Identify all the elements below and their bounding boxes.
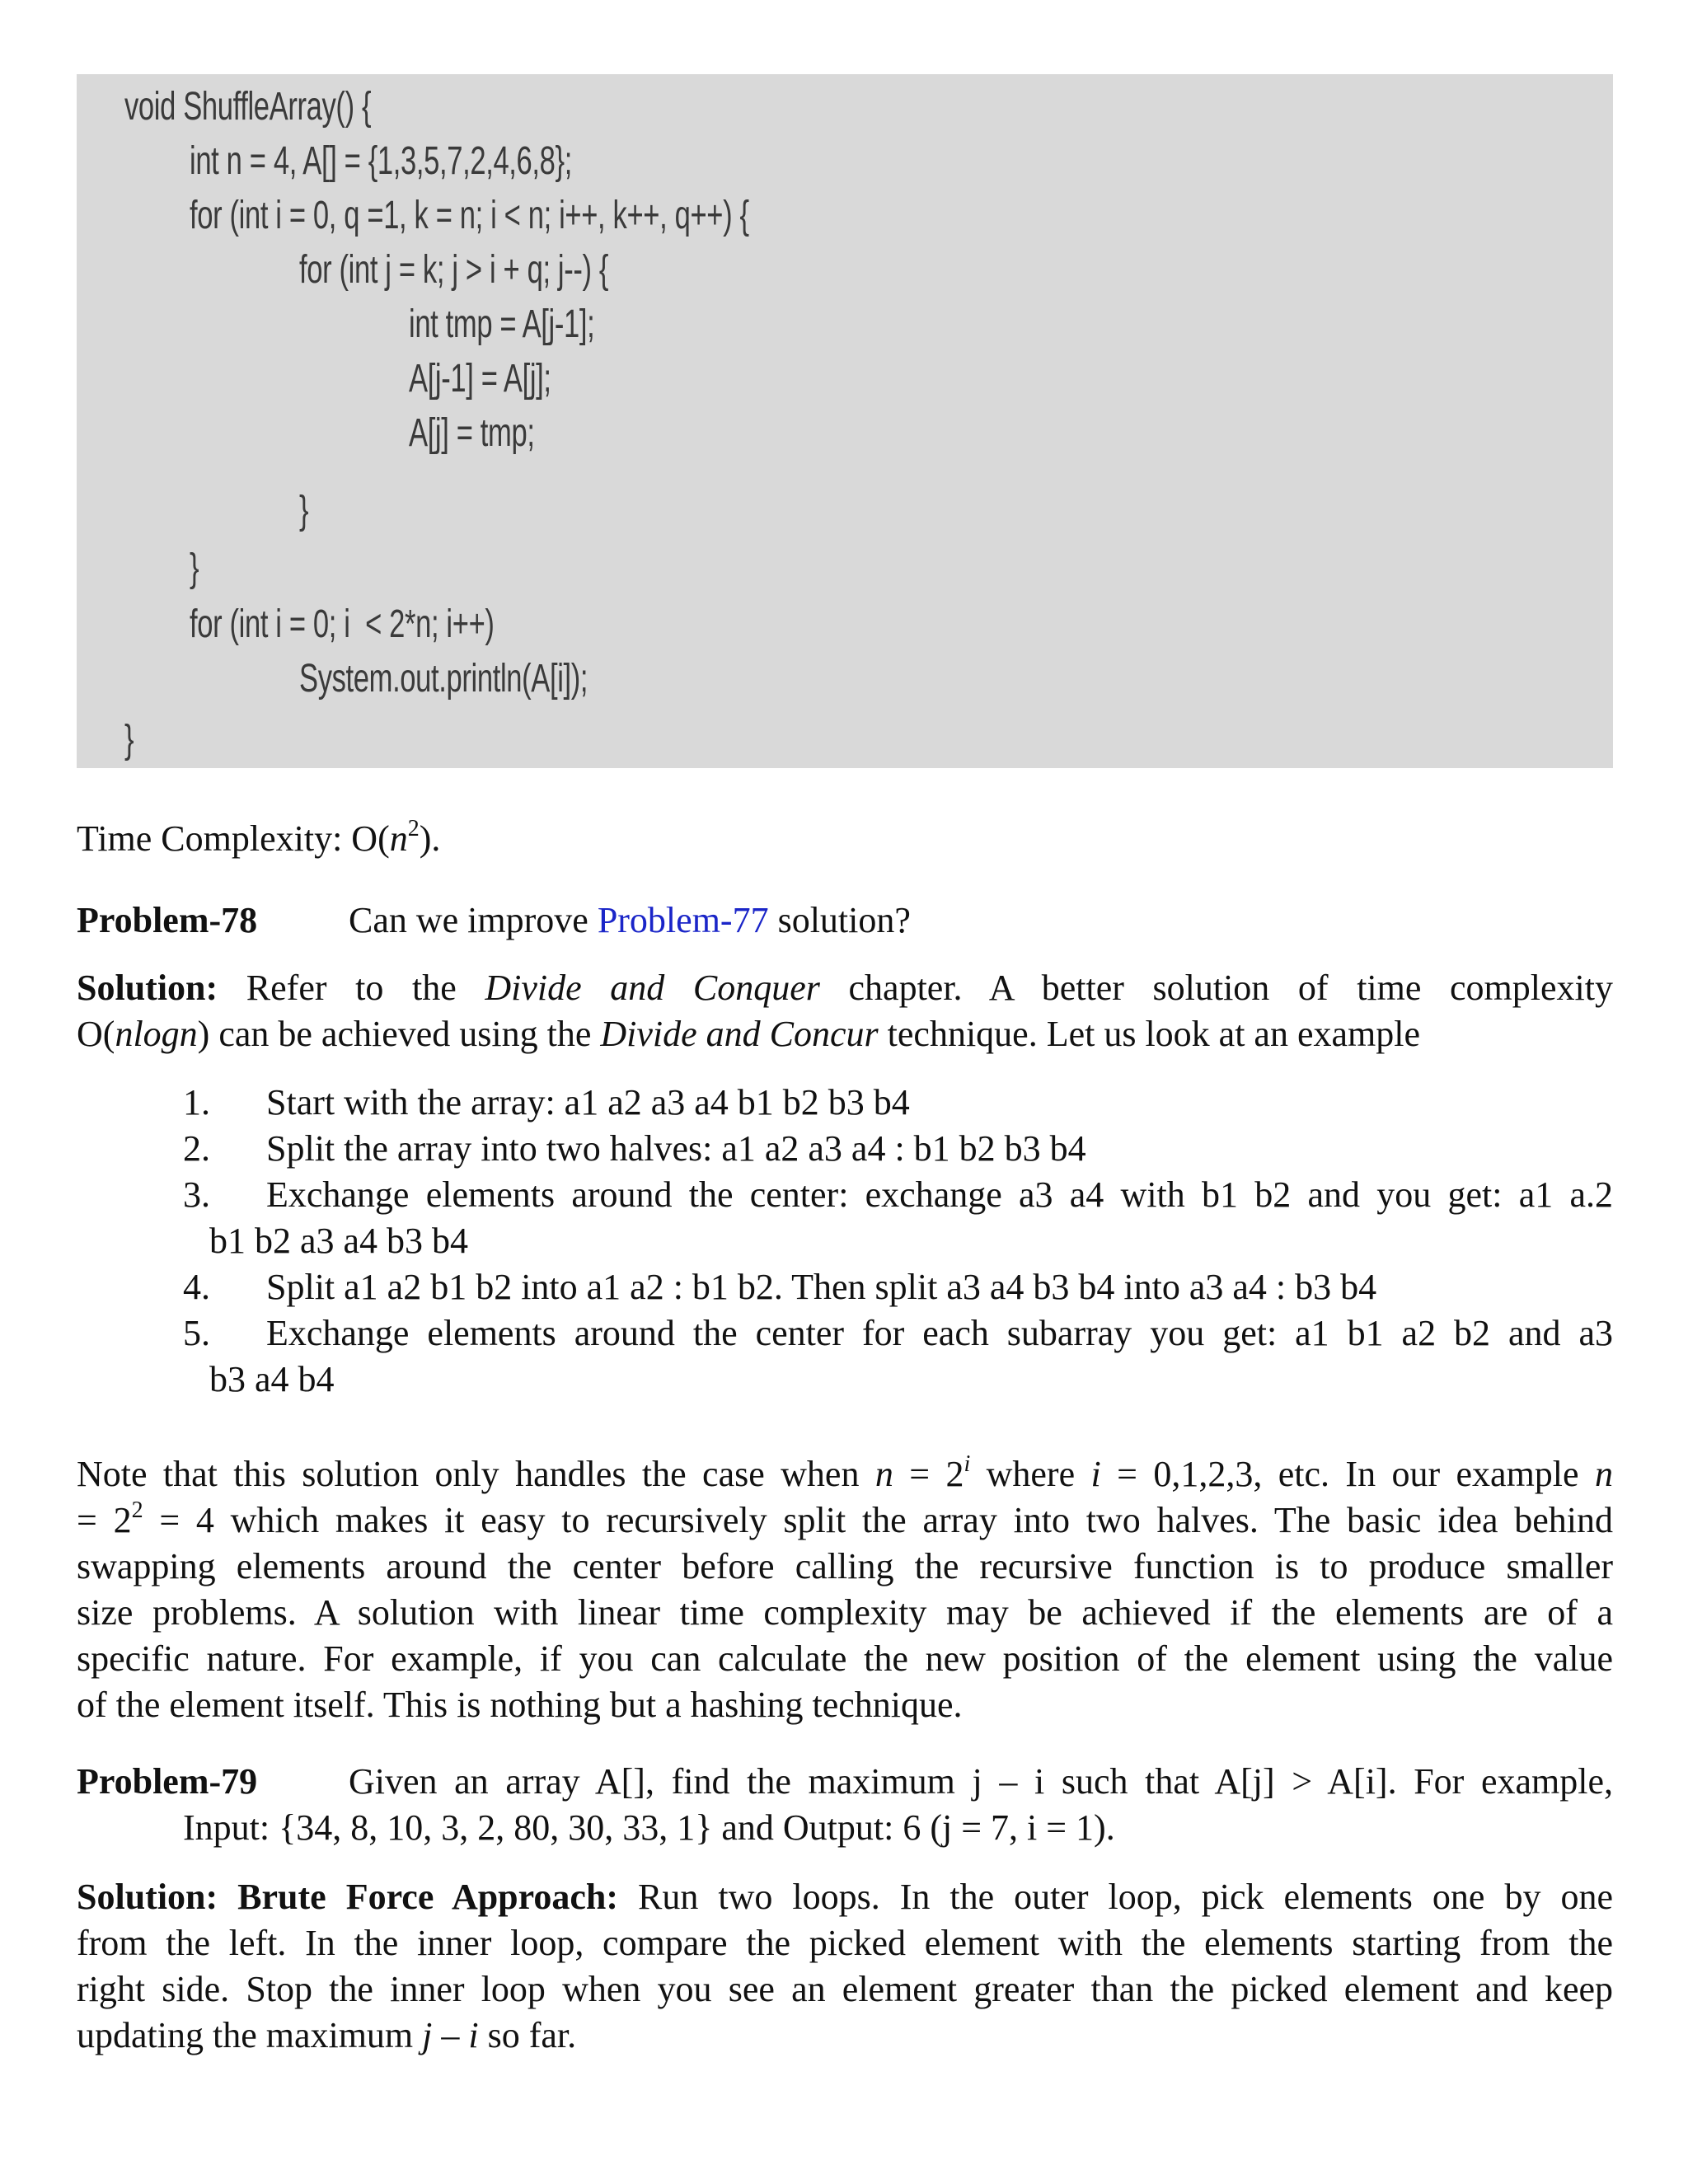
steps-list (183, 1080, 1613, 1403)
solution-79-line1 (77, 1874, 1613, 1920)
list-number: 1. (183, 1082, 210, 1122)
note-sup: i (964, 1451, 971, 1477)
problem-78-label: Problem-78 (77, 900, 258, 940)
code-line: } (190, 546, 199, 590)
problem-79-label: Problem-79 (77, 1761, 258, 1802)
code-line: } (299, 489, 309, 532)
solution-text: Refer to the (218, 968, 485, 1008)
note-text: = 2 (893, 1454, 964, 1494)
problem-78-text: Can we improve (349, 900, 598, 940)
solution-78-line2 (77, 1011, 1613, 1057)
list-text: b1 b2 a3 a4 b3 b4 (209, 1221, 469, 1261)
note-text: = 2 (77, 1500, 132, 1540)
solution-79-line3: right side. Stop the inner loop when you see an element greater than the picked element and keep (77, 1969, 1613, 2009)
list-number: 5. (183, 1313, 210, 1353)
list-item (183, 1126, 1613, 1172)
solution-text: technique. Let us look at an example (878, 1014, 1420, 1054)
solution-text: ) can be achieved using the (197, 1014, 601, 1054)
solution-78-line1 (77, 965, 1613, 1011)
solution-italic: Divide and Conquer (485, 968, 820, 1008)
list-number: 4. (183, 1267, 210, 1307)
solution-text: Run two loops. In the outer loop, pick elements one by one (618, 1877, 1613, 1917)
solution-text: O( (77, 1014, 115, 1054)
solution-italic: Divide and Concur (600, 1014, 879, 1054)
note-italic: n (874, 1454, 893, 1494)
solution-italic: nlogn (115, 1014, 198, 1054)
code-line: void ShuffleArray() { (124, 85, 372, 129)
problem-78-text-end: solution? (768, 900, 911, 940)
code-line: int tmp = A[j-1]; (409, 302, 595, 346)
note-line3: swapping elements around the center before calling the recursive function is to produce smaller (77, 1546, 1613, 1586)
problem-79 (77, 1759, 1613, 1805)
note-line5: specific nature. For example, if you can calculate the new position of the element using the value (77, 1638, 1613, 1679)
note-italic: n (1594, 1454, 1613, 1494)
note-line6: of the element itself. This is nothing but a hashing technique. (77, 1685, 963, 1725)
list-text: Split the array into two halves: a1 a2 a3 a4 : b1 b2 b3 b4 (266, 1128, 1086, 1169)
list-continuation (183, 1357, 1613, 1403)
code-line: System.out.println(A[i]); (299, 657, 588, 701)
code-line: int n = 4, A[] = {1,3,5,7,2,4,6,8}; (190, 139, 572, 183)
tc-suffix: ). (419, 818, 441, 859)
note-text: = 4 which makes it easy to recursively split the array into two halves. The basic idea behind (143, 1500, 1613, 1540)
problem-79-line2: Input: {34, 8, 10, 3, 2, 80, 30, 33, 1} and Output: 6 (j = 7, i = 1). (183, 1807, 1115, 1848)
note-line4: size problems. A solution with linear time complexity may be achieved if the elements are of a (77, 1592, 1613, 1633)
solution-label: Solution: Brute Force Approach: (77, 1877, 619, 1917)
code-line: A[j] = tmp; (409, 411, 535, 455)
problem-77-link[interactable]: Problem-77 (597, 900, 769, 940)
list-continuation (183, 1218, 1613, 1264)
note-text: = 0,1,2,3, etc. In our example (1100, 1454, 1595, 1494)
code-line: for (int j = k; j > i + q; j--) { (299, 248, 609, 292)
note-line1 (77, 1451, 1613, 1497)
tc-prefix: Time Complexity: O( (77, 818, 390, 859)
problem-79-text: Given an array A[], find the maximum j – i such that A[j] > A[i]. For example, (349, 1761, 1613, 1802)
note-line2 (77, 1497, 1613, 1544)
note-italic: i (1090, 1454, 1101, 1494)
solution-label: Solution: (77, 968, 218, 1008)
note-sup: 2 (131, 1497, 143, 1523)
tc-exp: 2 (407, 816, 420, 841)
code-line: } (124, 718, 134, 762)
solution-79-line2: from the left. In the inner loop, compare the picked element with the elements starting from the (77, 1923, 1613, 1963)
list-item (183, 1080, 1613, 1126)
list-item (183, 1310, 1613, 1357)
solution-text: updating the maximum (77, 2015, 423, 2055)
list-number: 3. (183, 1174, 210, 1215)
note-text: Note that this solution only handles the case when (77, 1454, 875, 1494)
code-line: for (int i = 0; i < 2*n; i++) (190, 602, 495, 646)
solution-79-line4 (77, 2013, 1613, 2059)
note-text: where (970, 1454, 1091, 1494)
list-text: Exchange elements around the center: exchange a3 a4 with b1 b2 and you get: a1 a.2 (266, 1174, 1613, 1215)
list-item (183, 1264, 1613, 1310)
code-block (77, 74, 1613, 768)
list-text: Exchange elements around the center for each subarray you get: a1 b1 a2 b2 and a3 (266, 1313, 1613, 1353)
problem-78 (77, 898, 1613, 944)
code-line: A[j-1] = A[j]; (409, 357, 551, 401)
list-text: Split a1 a2 b1 b2 into a1 a2 : b1 b2. Then split a3 a4 b3 b4 into a3 a4 : b3 b4 (266, 1267, 1377, 1307)
list-text: b3 a4 b4 (209, 1359, 335, 1399)
time-complexity (77, 816, 1613, 862)
tc-var: n (389, 818, 408, 859)
list-item (183, 1172, 1613, 1218)
solution-text: so far. (478, 2015, 577, 2055)
code-line: for (int i = 0, q =1, k = n; i < n; i++, k++, q++) { (190, 194, 749, 237)
list-number: 2. (183, 1128, 210, 1169)
solution-text: chapter. A better solution of time complexity (819, 968, 1613, 1008)
list-text: Start with the array: a1 a2 a3 a4 b1 b2 b3 b4 (266, 1082, 910, 1122)
solution-italic: j – i (422, 2015, 479, 2055)
